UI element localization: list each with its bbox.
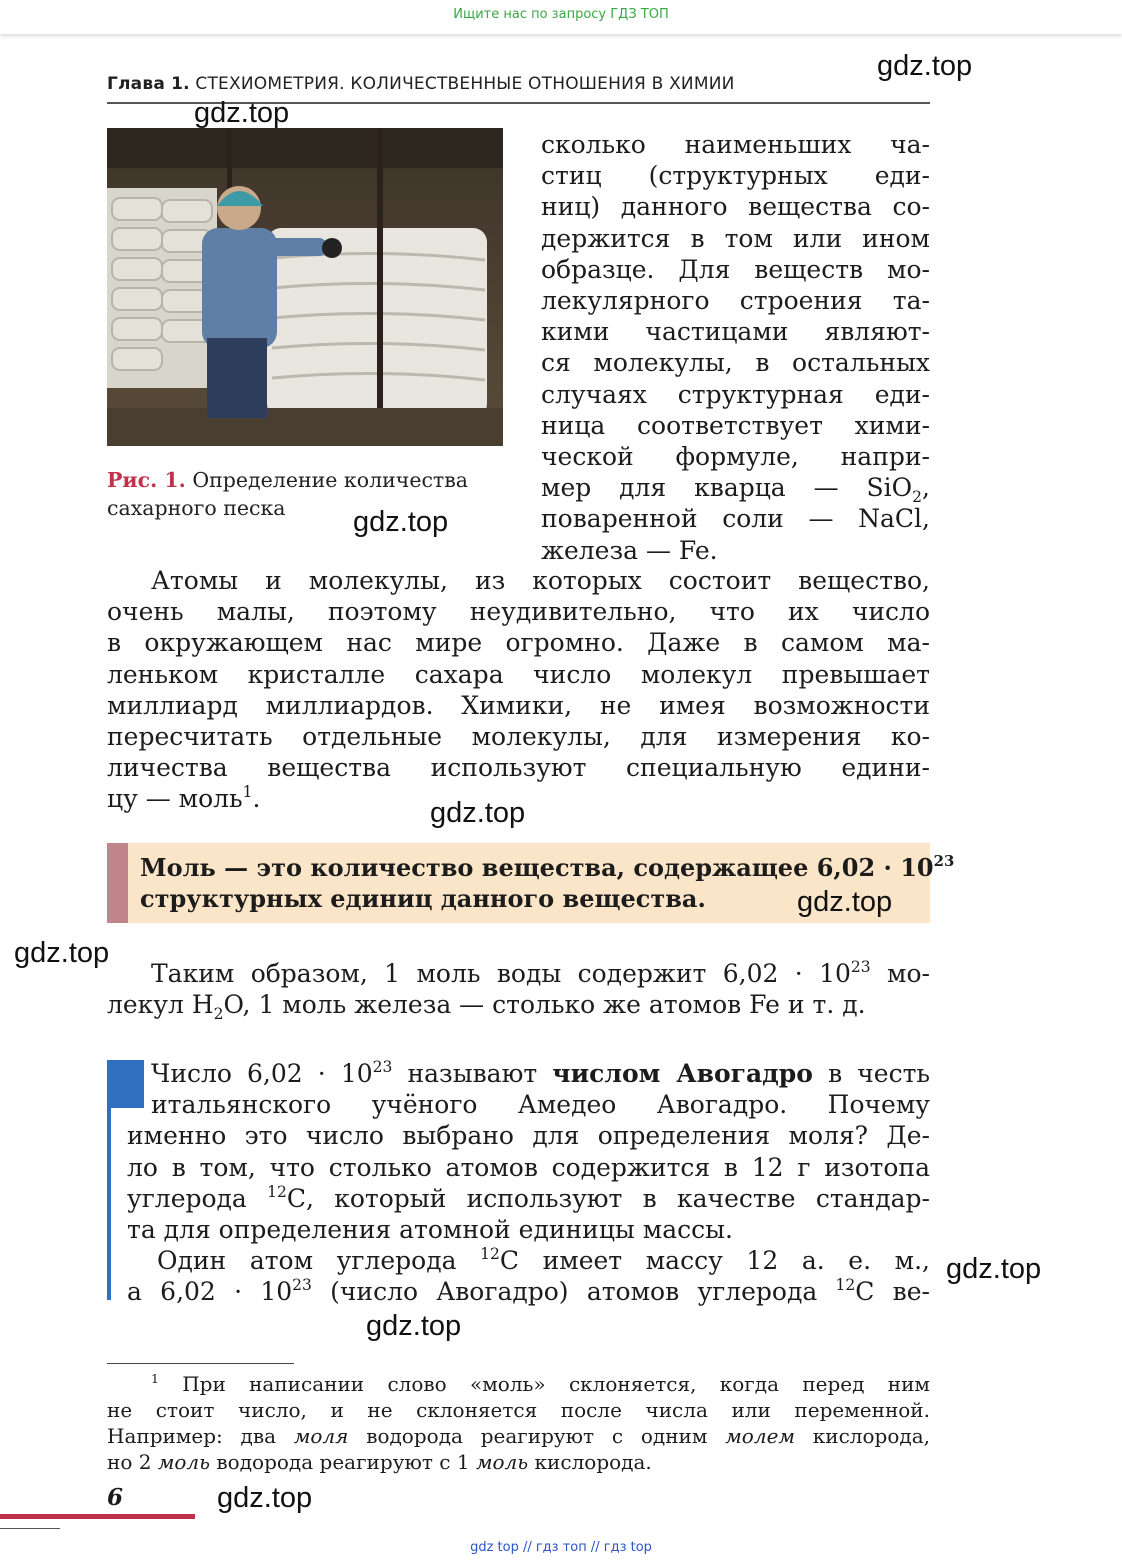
text-line: железа — Fe. [541, 535, 718, 565]
text-fragment: водорода реагируют с одним [348, 1424, 726, 1448]
text-line: ниц) данного вещества со- [541, 192, 930, 222]
text-fragment: кислорода, [795, 1424, 930, 1448]
text-line: та для определения атомной единицы массы. [127, 1215, 733, 1245]
text-line: держится в том или ином [541, 223, 930, 253]
text-fragment: С имеет массу 12 а. е. м., [499, 1246, 930, 1276]
text-line [127, 1058, 930, 1089]
text-fragment: цу — моль [107, 784, 243, 814]
footnote-line [107, 1371, 930, 1397]
footnote-mark: 1 [242, 783, 253, 802]
text-line [127, 1183, 930, 1214]
figure-caption-line1: Определение количества [192, 468, 469, 492]
text-line: ница соответствует хими- [541, 410, 930, 440]
top-banner-text: Ищите нас по запросу ГДЗ ТОП [453, 7, 669, 22]
footnote-line [107, 1449, 930, 1475]
watermark: gdz.top [217, 1482, 313, 1514]
text-line: Атомы и молекулы, из которых состоит вещество, [151, 566, 930, 595]
text-fragment: в честь [812, 1059, 931, 1088]
text-fragment: Например: два [107, 1424, 294, 1448]
text-line: случаях структурная еди- [541, 379, 930, 409]
text-fragment: водорода реагируют с 1 [210, 1450, 476, 1474]
text-fragment: лекул H [107, 990, 214, 1020]
text-fragment: O, 1 моль железа — столько же атомов Fe и т. д. [223, 990, 866, 1020]
isotope-mass: 12 [480, 1245, 500, 1264]
definition-line1: Моль — это количество вещества, содержащее 6,02 · 10 [140, 853, 934, 882]
definition-bar [107, 843, 128, 923]
chapter-header [107, 74, 735, 94]
text-fragment: Таким образом, 1 моль воды содержит 6,02 · 10 [151, 959, 851, 988]
watermark: gdz.top [946, 1253, 1042, 1285]
text-fragment: мер для кварца — SiO [541, 473, 913, 503]
paragraph-thus [107, 957, 930, 1024]
italic-word: моль [475, 1450, 529, 1474]
text-fragment: Число 6,02 · 10 [151, 1059, 373, 1088]
text-line: ческой формуле, напри- [541, 442, 930, 472]
text-line: стиц (структурных еди- [541, 161, 930, 191]
text-fragment: Один атом углерода [157, 1246, 481, 1276]
watermark: gdz.top [877, 50, 973, 82]
text-fragment: С ве- [855, 1277, 930, 1307]
paragraph-atoms [107, 565, 930, 815]
page-number: 6 [107, 1484, 124, 1511]
text-line [541, 472, 930, 507]
exponent: 23 [372, 1057, 393, 1076]
text-line: именно это число выбрано для определения моля? Де- [127, 1121, 930, 1151]
text-fragment: , [922, 473, 930, 503]
definition-line2: структурных единиц данного вещества. [140, 884, 706, 913]
figure-photo [107, 128, 503, 446]
subscript: 2 [912, 488, 923, 507]
avogadro-block [127, 1058, 930, 1308]
text-fragment: . [252, 784, 261, 814]
watermark: gdz.top [797, 886, 893, 918]
figure-caption-line2: сахарного песка [107, 496, 286, 520]
italic-word: моля [293, 1424, 349, 1448]
watermark: gdz.top [366, 1310, 462, 1342]
watermark: gdz.top [430, 797, 526, 829]
text-line: пересчитать отдельные молекулы, для измерения ко- [107, 722, 930, 752]
text-line [107, 958, 930, 989]
text-line: кими частицами являют- [541, 317, 930, 347]
text-line: ло в том, что столько атомов содержится в 12 г изотопа [127, 1152, 930, 1182]
figure-label: Рис. 1. [107, 468, 186, 492]
text-fragment: мо- [870, 959, 930, 988]
text-fragment: (число Авогадро) атомов углерода [311, 1277, 836, 1307]
footnote [107, 1371, 930, 1475]
avogadro-term: числом Авогадро [552, 1059, 813, 1088]
watermark: gdz.top [194, 97, 290, 129]
text-line: ся молекулы, в остальных [541, 348, 930, 378]
footnote-mark: 1 [151, 1370, 159, 1386]
text-line [127, 1245, 930, 1276]
text-line: личества вещества используют специальную едини- [107, 753, 930, 783]
footnote-line: не стоит число, и не склоняется после числа или переменной. [107, 1398, 930, 1422]
chapter-number: Глава 1. [107, 74, 190, 94]
sugar-sacks-photo [107, 128, 503, 446]
text-line: леньком кристалле сахара число молекул превышает [107, 659, 930, 689]
text-fragment: а 6,02 · 10 [127, 1277, 293, 1307]
watermark: gdz.top [14, 937, 110, 969]
text-fragment: называют [392, 1059, 553, 1088]
page-rule [0, 1514, 195, 1519]
text-fragment: С, который используют в качестве стандар- [286, 1183, 930, 1213]
italic-word: моль [157, 1450, 211, 1474]
exponent: 23 [292, 1276, 312, 1295]
text-line: сколько наименьших ча- [541, 130, 930, 159]
bottom-banner-text: gdz top // гдз топ // гдз top [470, 1540, 652, 1555]
text-line: в окружающем нас мире огромно. Даже в самом ма- [107, 628, 930, 658]
exponent: 23 [933, 852, 955, 871]
text-line: поваренной соли — NaCl, [541, 504, 930, 534]
footnote-rule [107, 1363, 294, 1364]
page-rule-thin [0, 1528, 60, 1529]
text-fragment: кислорода. [528, 1450, 652, 1474]
text-fragment: но 2 [107, 1450, 158, 1474]
isotope-mass: 12 [835, 1276, 856, 1295]
column-text [541, 129, 930, 566]
text-line: лекулярного строения та- [541, 286, 930, 316]
watermark: gdz.top [353, 506, 449, 538]
text-line: очень малы, поэтому неудивительно, что их число [107, 597, 930, 627]
text-fragment: При написании слово «моль» склоняется, когда перед ним [158, 1372, 930, 1396]
isotope-mass: 12 [267, 1182, 287, 1201]
footnote-line [107, 1423, 930, 1449]
text-line [127, 1276, 930, 1307]
text-line: миллиард миллиардов. Химики, не имея возможности [107, 690, 930, 720]
text-line: образце. Для веществ мо- [541, 254, 930, 284]
exponent: 23 [850, 957, 871, 976]
text-line: итальянского учёного Амедео Авогадро. Почему [151, 1090, 930, 1120]
chapter-title: СТЕХИОМЕТРИЯ. КОЛИЧЕСТВЕННЫЕ ОТНОШЕНИЯ В ХИМИИ [195, 74, 735, 94]
text-line [107, 989, 930, 1024]
italic-word: молем [725, 1424, 795, 1448]
subscript: 2 [213, 1005, 224, 1024]
text-fragment: углерода [127, 1183, 268, 1213]
